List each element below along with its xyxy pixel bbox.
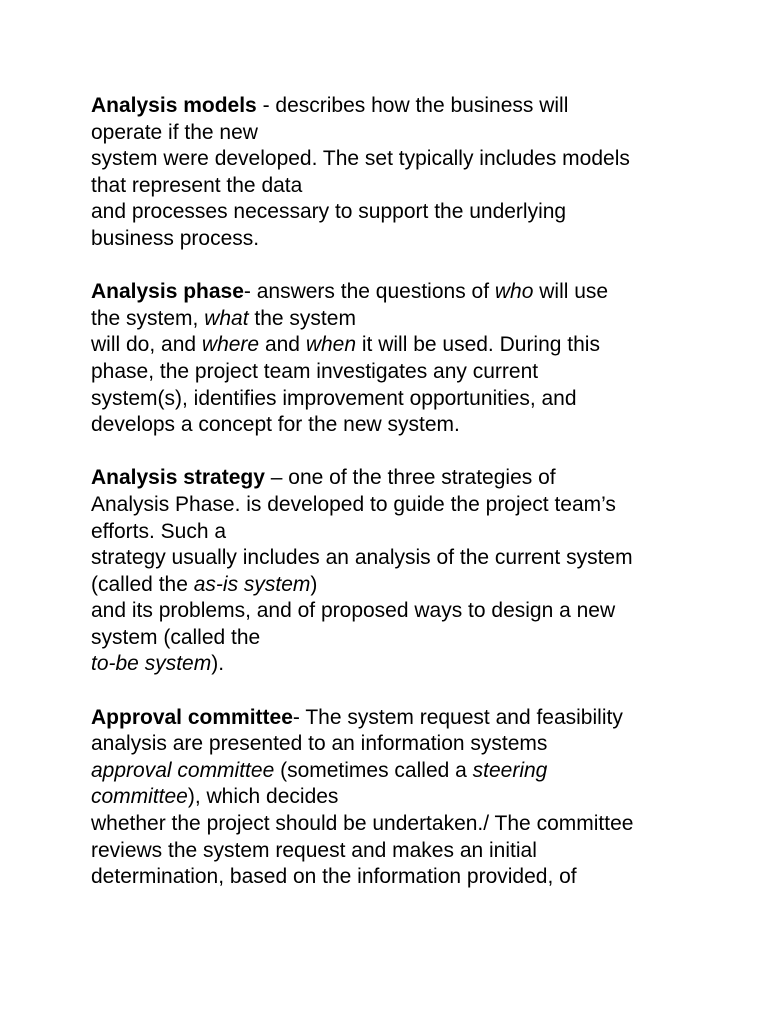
entry-term: Analysis strategy xyxy=(91,466,265,490)
entry-line xyxy=(91,173,731,200)
entry-line xyxy=(91,93,731,120)
entry-term: Approval committee xyxy=(91,705,293,729)
text-run: system(s), identifies improvement opportunities, and xyxy=(91,386,577,410)
text-run: business process. xyxy=(91,226,260,250)
text-run: the system, xyxy=(91,306,205,330)
text-run: – one of the three strategies of xyxy=(264,466,556,490)
entry-line xyxy=(91,412,731,439)
entry-line xyxy=(91,306,731,333)
italic-run: to-be system xyxy=(91,652,212,676)
text-run: and xyxy=(259,333,306,357)
entry-line xyxy=(91,625,731,652)
entry-line xyxy=(91,731,731,758)
entry-line xyxy=(91,492,731,519)
text-run: (sometimes called a xyxy=(274,758,473,782)
entry-line xyxy=(91,146,731,173)
entry-line xyxy=(91,758,731,785)
text-run: it will be used. During this xyxy=(356,333,600,357)
text-run: ). xyxy=(211,652,225,676)
italic-run: approval committee xyxy=(91,758,275,782)
document-page xyxy=(91,93,731,917)
entry-line xyxy=(91,784,731,811)
entry-line xyxy=(91,332,731,359)
text-run: ) xyxy=(310,572,318,596)
text-run: that represent the data xyxy=(91,173,303,197)
text-run: reviews the system request and makes an initial xyxy=(91,838,537,862)
glossary-entry-analysis-phase xyxy=(91,279,731,439)
text-run: (called the xyxy=(91,572,194,596)
text-run: - answers the questions of xyxy=(243,280,495,304)
text-run: will use xyxy=(533,280,609,304)
entry-line xyxy=(91,572,731,599)
text-run: determination, based on the information provided, of xyxy=(91,865,577,889)
entry-line xyxy=(91,545,731,572)
entry-term: Analysis models xyxy=(91,94,257,117)
italic-run: when xyxy=(305,333,357,357)
text-run: operate if the new xyxy=(91,120,258,144)
text-run: the system xyxy=(248,306,356,330)
text-run: ), which decides xyxy=(187,785,339,809)
text-run: - describes how the business will xyxy=(256,94,569,117)
italic-run: committee xyxy=(91,785,188,809)
italic-run: what xyxy=(204,306,249,330)
entry-line xyxy=(91,864,731,891)
text-run: efforts. Such a xyxy=(91,519,227,543)
entry-line xyxy=(91,120,731,147)
text-run: - The system request and feasibility xyxy=(292,705,623,729)
text-run: and its problems, and of proposed ways to design a new xyxy=(91,599,616,623)
entry-line xyxy=(91,279,731,306)
text-run: phase, the project team investigates any current xyxy=(91,359,539,383)
entry-line xyxy=(91,199,731,226)
entry-term: Analysis phase xyxy=(91,280,244,304)
entry-line xyxy=(91,519,731,546)
glossary-entry-approval-committee xyxy=(91,705,731,891)
entry-line xyxy=(91,811,731,838)
italic-run: steering xyxy=(472,758,548,782)
entry-line xyxy=(91,465,731,492)
entry-line xyxy=(91,838,731,865)
text-run: develops a concept for the new system. xyxy=(91,413,460,437)
text-run: will do, and xyxy=(91,333,202,357)
glossary-entry-analysis-strategy xyxy=(91,465,731,678)
text-run: and processes necessary to support the underlying xyxy=(91,200,567,224)
entry-line xyxy=(91,598,731,625)
entry-line xyxy=(91,705,731,732)
entry-line xyxy=(91,226,731,253)
text-run: strategy usually includes an analysis of the current system xyxy=(91,546,633,570)
italic-run: who xyxy=(494,280,534,304)
text-run: analysis are presented to an information systems xyxy=(91,732,548,756)
entry-line xyxy=(91,651,731,678)
italic-run: as-is system xyxy=(193,572,311,596)
text-run: system (called the xyxy=(91,625,261,649)
text-run: Analysis Phase. is developed to guide the project team’s xyxy=(91,492,616,516)
text-run: system were developed. The set typically includes models xyxy=(91,147,630,171)
glossary-entry-analysis-models xyxy=(91,93,731,253)
entry-line xyxy=(91,386,731,413)
italic-run: where xyxy=(201,333,260,357)
text-run: whether the project should be undertaken./ The committee xyxy=(91,812,634,836)
entry-line xyxy=(91,359,731,386)
